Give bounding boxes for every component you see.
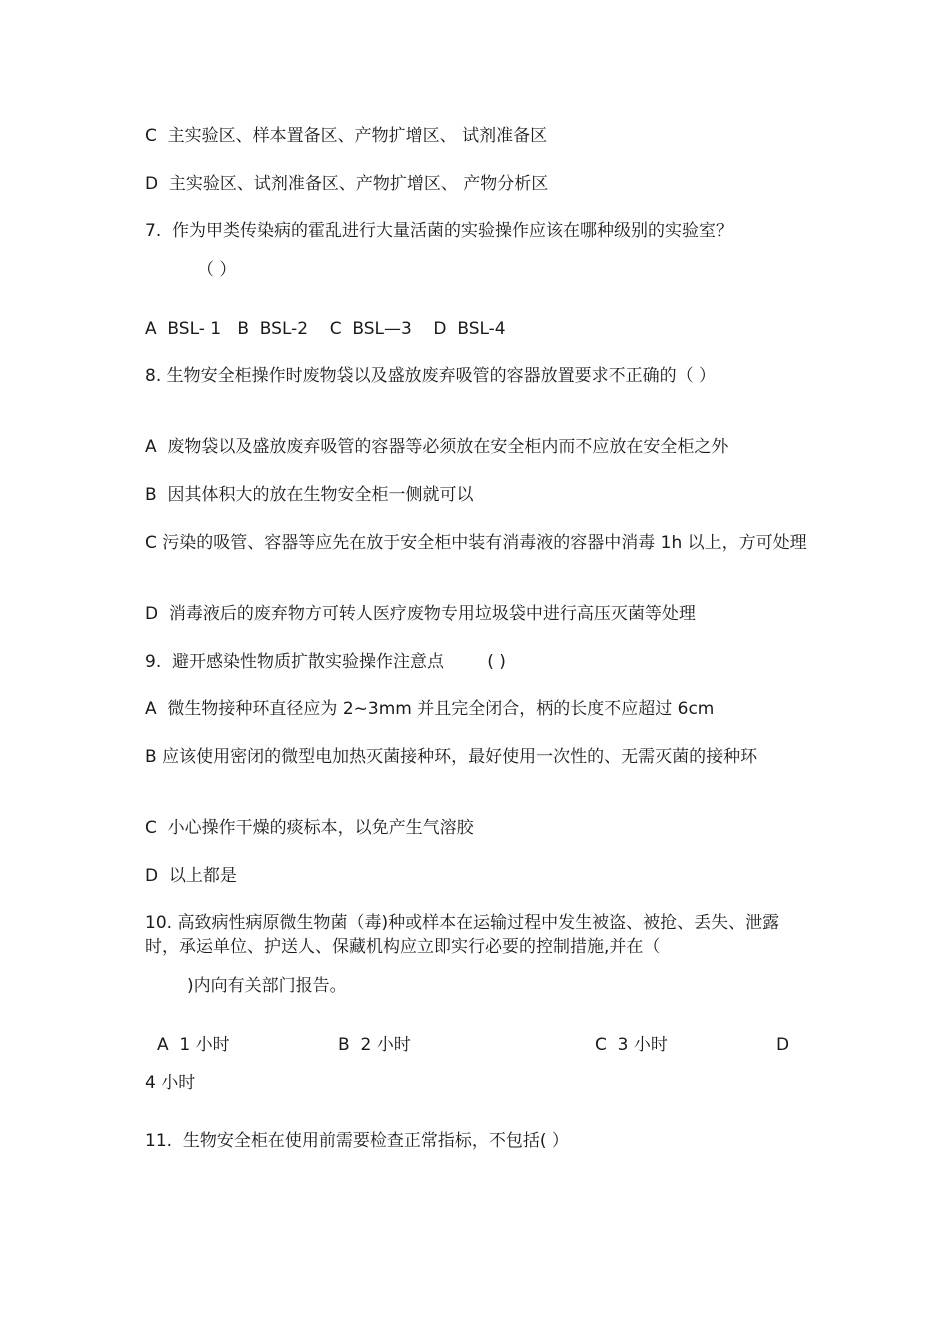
question-10-cont: )内向有关部门报告。	[187, 976, 347, 996]
option-d-lab-zones: D 主实验区、试剂准备区、产物扩增区、 产物分析区	[145, 174, 549, 194]
question-11: 11. 生物安全柜在使用前需要检查正常指标，不包括( ）	[145, 1131, 569, 1151]
question-8-option-c: C 污染的吸管、容器等应先在放于安全柜中装有消毒液的容器中消毒 1h 以上，方可处理	[145, 533, 807, 553]
question-9-option-c: C 小心操作干燥的痰标本，以免产生气溶胶	[145, 818, 474, 838]
question-8-option-d: D 消毒液后的废弃物方可转人医疗废物专用垃圾袋中进行高压灭菌等处理	[145, 604, 696, 624]
question-10-option-b: B 2 小时	[338, 1035, 411, 1055]
question-9-option-a: A 微生物接种环直径应为 2~3mm 并且完全闭合，柄的长度不应超过 6cm	[145, 699, 715, 719]
question-10-option-d: D	[776, 1035, 790, 1055]
question-10-option-c: C 3 小时	[595, 1035, 668, 1055]
question-9-option-d: D 以上都是	[145, 866, 237, 886]
question-7-blank: （ ）	[197, 260, 237, 280]
question-8-option-a: A 废物袋以及盛放废弃吸管的容器等必须放在安全柜内而不应放在安全柜之外	[145, 437, 729, 457]
question-10: 10. 高致病性病原微生物菌（毒)种或样本在运输过程中发生被盗、被抢、丢失、泄露时，承运单位、护送人、保藏机构应立即实行必要的控制措施,并在（	[145, 913, 780, 957]
question-8: 8. 生物安全柜操作时废物袋以及盛放废弃吸管的容器放置要求不正确的（ ）	[145, 366, 717, 386]
question-7-options: A BSL- 1 B BSL-2 C BSL—3 D BSL-4	[145, 319, 506, 339]
question-7: 7. 作为甲类传染病的霍乱进行大量活菌的实验操作应该在哪种级别的实验室？	[145, 221, 734, 241]
question-8-option-b: B 因其体积大的放在生物安全柜一侧就可以	[145, 485, 474, 505]
question-9-option-b: B 应该使用密闭的微型电加热灭菌接种环，最好使用一次性的、无需灭菌的接种环	[145, 747, 758, 767]
option-c-lab-zones: C 主实验区、样本置备区、产物扩增区、 试剂准备区	[145, 126, 548, 146]
question-9: 9. 避开感染性物质扩散实验操作注意点 ( )	[145, 652, 506, 672]
question-10-option-d-text: 4 小时	[145, 1073, 196, 1093]
question-10-option-a: A 1 小时	[157, 1035, 230, 1055]
